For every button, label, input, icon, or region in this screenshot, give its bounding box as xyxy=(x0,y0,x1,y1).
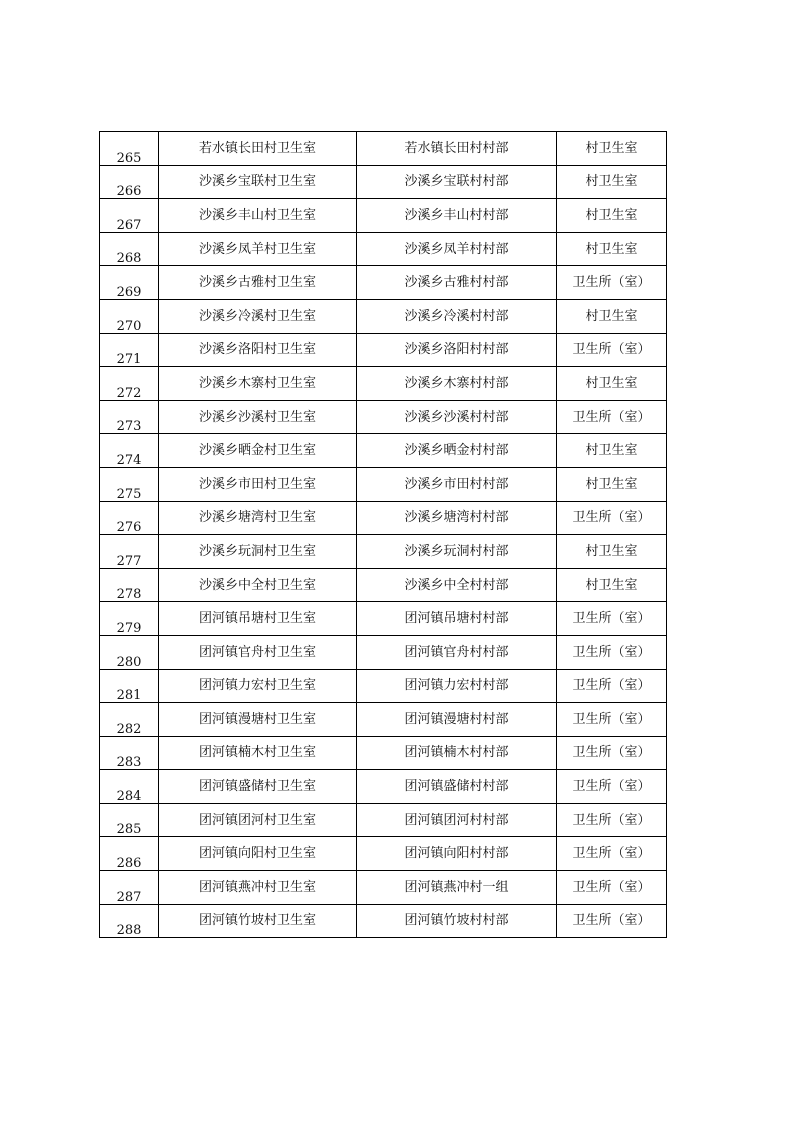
clinic-address-cell: 团河镇漫塘村村部 xyxy=(357,703,557,737)
row-number-cell: 274 xyxy=(100,434,159,468)
clinic-type-cell: 村卫生室 xyxy=(557,132,667,166)
clinic-name-cell: 团河镇楠木村卫生室 xyxy=(159,736,357,770)
table-row xyxy=(100,367,667,401)
clinic-address-cell: 沙溪乡中全村村部 xyxy=(357,568,557,602)
clinic-type-cell: 卫生所（室） xyxy=(557,736,667,770)
clinic-name-cell: 沙溪乡冷溪村卫生室 xyxy=(159,299,357,333)
clinic-name-cell: 团河镇漫塘村卫生室 xyxy=(159,703,357,737)
clinic-name-cell: 沙溪乡塘湾村卫生室 xyxy=(159,501,357,535)
clinic-address-cell: 团河镇向阳村村部 xyxy=(357,837,557,871)
clinic-address-cell: 沙溪乡塘湾村村部 xyxy=(357,501,557,535)
row-number-cell: 280 xyxy=(100,635,159,669)
clinic-type-cell: 卫生所（室） xyxy=(557,333,667,367)
row-number-cell: 269 xyxy=(100,266,159,300)
row-number-cell: 288 xyxy=(100,904,159,938)
table-row xyxy=(100,770,667,804)
row-number-cell: 271 xyxy=(100,333,159,367)
table-row xyxy=(100,434,667,468)
clinic-address-cell: 团河镇官舟村村部 xyxy=(357,635,557,669)
row-number-cell: 287 xyxy=(100,871,159,905)
table-row xyxy=(100,871,667,905)
row-number-cell: 266 xyxy=(100,165,159,199)
clinic-type-cell: 卫生所（室） xyxy=(557,770,667,804)
row-number-cell: 275 xyxy=(100,467,159,501)
clinic-address-cell: 团河镇楠木村村部 xyxy=(357,736,557,770)
row-number-cell: 281 xyxy=(100,669,159,703)
clinic-name-cell: 若水镇长田村卫生室 xyxy=(159,132,357,166)
clinic-name-cell: 沙溪乡晒金村卫生室 xyxy=(159,434,357,468)
clinic-type-cell: 村卫生室 xyxy=(557,434,667,468)
row-number-cell: 282 xyxy=(100,703,159,737)
clinic-type-cell: 卫生所（室） xyxy=(557,837,667,871)
table-row xyxy=(100,232,667,266)
row-number-cell: 270 xyxy=(100,299,159,333)
table-row xyxy=(100,535,667,569)
clinic-type-cell: 卫生所（室） xyxy=(557,871,667,905)
clinic-type-cell: 卫生所（室） xyxy=(557,904,667,938)
clinic-name-cell: 沙溪乡市田村卫生室 xyxy=(159,467,357,501)
clinic-address-cell: 沙溪乡市田村村部 xyxy=(357,467,557,501)
table-row xyxy=(100,568,667,602)
clinic-table xyxy=(99,131,667,938)
clinic-address-cell: 团河镇盛储村村部 xyxy=(357,770,557,804)
table-row xyxy=(100,669,667,703)
clinic-address-cell: 沙溪乡古雅村村部 xyxy=(357,266,557,300)
clinic-type-cell: 卫生所（室） xyxy=(557,501,667,535)
row-number-cell: 273 xyxy=(100,400,159,434)
table-row xyxy=(100,635,667,669)
table-row xyxy=(100,904,667,938)
table-row xyxy=(100,165,667,199)
table-row xyxy=(100,199,667,233)
row-number-cell: 283 xyxy=(100,736,159,770)
table-row xyxy=(100,803,667,837)
clinic-name-cell: 团河镇盛储村卫生室 xyxy=(159,770,357,804)
table-row xyxy=(100,132,667,166)
row-number-cell: 286 xyxy=(100,837,159,871)
row-number-cell: 279 xyxy=(100,602,159,636)
clinic-address-cell: 沙溪乡丰山村村部 xyxy=(357,199,557,233)
table-row xyxy=(100,266,667,300)
clinic-type-cell: 卫生所（室） xyxy=(557,703,667,737)
clinic-type-cell: 卫生所（室） xyxy=(557,266,667,300)
clinic-name-cell: 团河镇团河村卫生室 xyxy=(159,803,357,837)
row-number-cell: 276 xyxy=(100,501,159,535)
clinic-name-cell: 团河镇燕冲村卫生室 xyxy=(159,871,357,905)
clinic-type-cell: 村卫生室 xyxy=(557,232,667,266)
clinic-type-cell: 卫生所（室） xyxy=(557,803,667,837)
clinic-type-cell: 村卫生室 xyxy=(557,568,667,602)
clinic-name-cell: 沙溪乡凤羊村卫生室 xyxy=(159,232,357,266)
clinic-type-cell: 村卫生室 xyxy=(557,199,667,233)
clinic-type-cell: 村卫生室 xyxy=(557,535,667,569)
clinic-name-cell: 沙溪乡丰山村卫生室 xyxy=(159,199,357,233)
clinic-type-cell: 卫生所（室） xyxy=(557,669,667,703)
clinic-table-body xyxy=(100,132,667,938)
clinic-type-cell: 卫生所（室） xyxy=(557,602,667,636)
clinic-address-cell: 团河镇吊塘村村部 xyxy=(357,602,557,636)
clinic-address-cell: 团河镇燕冲村一组 xyxy=(357,871,557,905)
clinic-address-cell: 团河镇团河村村部 xyxy=(357,803,557,837)
row-number-cell: 285 xyxy=(100,803,159,837)
clinic-name-cell: 沙溪乡洛阳村卫生室 xyxy=(159,333,357,367)
clinic-type-cell: 卫生所（室） xyxy=(557,400,667,434)
clinic-name-cell: 团河镇吊塘村卫生室 xyxy=(159,602,357,636)
clinic-address-cell: 沙溪乡冷溪村村部 xyxy=(357,299,557,333)
clinic-type-cell: 村卫生室 xyxy=(557,367,667,401)
clinic-name-cell: 沙溪乡木寨村卫生室 xyxy=(159,367,357,401)
clinic-address-cell: 若水镇长田村村部 xyxy=(357,132,557,166)
clinic-address-cell: 沙溪乡凤羊村村部 xyxy=(357,232,557,266)
row-number-cell: 284 xyxy=(100,770,159,804)
row-number-cell: 268 xyxy=(100,232,159,266)
table-row xyxy=(100,736,667,770)
table-row xyxy=(100,703,667,737)
clinic-name-cell: 团河镇竹坡村卫生室 xyxy=(159,904,357,938)
table-row xyxy=(100,333,667,367)
clinic-name-cell: 沙溪乡宝联村卫生室 xyxy=(159,165,357,199)
table-row xyxy=(100,400,667,434)
table-row xyxy=(100,467,667,501)
clinic-type-cell: 村卫生室 xyxy=(557,165,667,199)
clinic-address-cell: 团河镇竹坡村村部 xyxy=(357,904,557,938)
table-row xyxy=(100,837,667,871)
clinic-address-cell: 沙溪乡洛阳村村部 xyxy=(357,333,557,367)
row-number-cell: 278 xyxy=(100,568,159,602)
clinic-address-cell: 沙溪乡木寨村村部 xyxy=(357,367,557,401)
clinic-address-cell: 团河镇力宏村村部 xyxy=(357,669,557,703)
clinic-name-cell: 沙溪乡玩洞村卫生室 xyxy=(159,535,357,569)
clinic-type-cell: 卫生所（室） xyxy=(557,635,667,669)
table-row xyxy=(100,501,667,535)
clinic-address-cell: 沙溪乡玩洞村村部 xyxy=(357,535,557,569)
row-number-cell: 277 xyxy=(100,535,159,569)
clinic-address-cell: 沙溪乡宝联村村部 xyxy=(357,165,557,199)
clinic-type-cell: 村卫生室 xyxy=(557,467,667,501)
clinic-name-cell: 团河镇力宏村卫生室 xyxy=(159,669,357,703)
clinic-address-cell: 沙溪乡晒金村村部 xyxy=(357,434,557,468)
row-number-cell: 265 xyxy=(100,132,159,166)
clinic-name-cell: 沙溪乡沙溪村卫生室 xyxy=(159,400,357,434)
row-number-cell: 267 xyxy=(100,199,159,233)
row-number-cell: 272 xyxy=(100,367,159,401)
clinic-name-cell: 沙溪乡中全村卫生室 xyxy=(159,568,357,602)
clinic-name-cell: 沙溪乡古雅村卫生室 xyxy=(159,266,357,300)
clinic-type-cell: 村卫生室 xyxy=(557,299,667,333)
clinic-name-cell: 团河镇官舟村卫生室 xyxy=(159,635,357,669)
clinic-name-cell: 团河镇向阳村卫生室 xyxy=(159,837,357,871)
clinic-address-cell: 沙溪乡沙溪村村部 xyxy=(357,400,557,434)
table-row xyxy=(100,602,667,636)
table-row xyxy=(100,299,667,333)
